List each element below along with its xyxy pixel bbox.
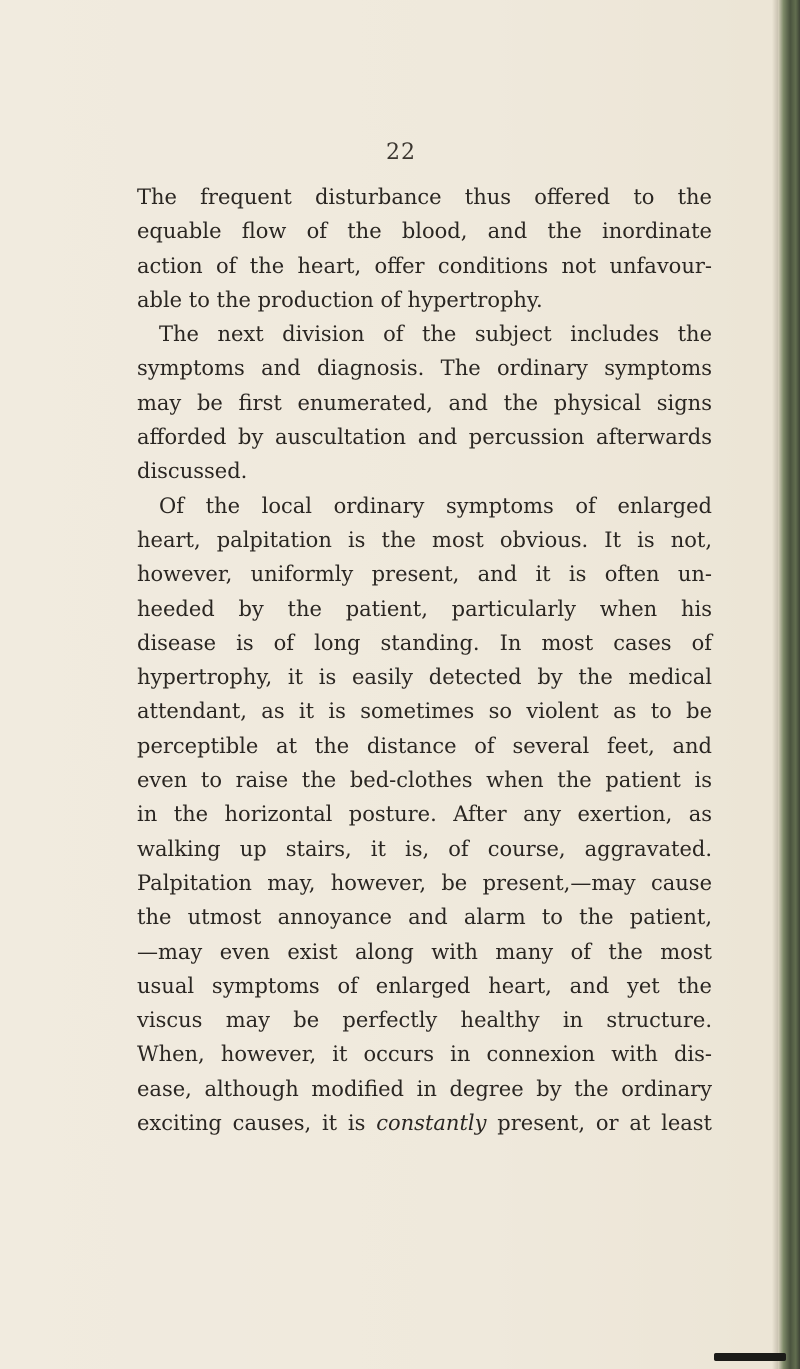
text-line: ease, although modified in degree by the ordinary [137, 1076, 712, 1101]
text-line: equable flow of the blood, and the inordinate [137, 219, 712, 244]
text-line: afforded by auscultation and percussion afterwards [137, 425, 712, 450]
text-line: walking up stairs, it is, of course, aggravated. [137, 836, 712, 861]
text-line: disease is of long standing. In most cases of [137, 630, 712, 655]
text-line: The next division of the subject includes the [159, 322, 712, 347]
text-line: When, however, it occurs in connexion with dis- [137, 1042, 712, 1067]
text-line: viscus may be perfectly healthy in structure. [137, 1008, 712, 1033]
text-line: Of the local ordinary symptoms of enlarged [159, 493, 712, 518]
text-segment: exciting causes, it is [137, 1111, 377, 1136]
text-line: perceptible at the distance of several feet, and [137, 733, 712, 758]
text-line: attendant, as it is sometimes so violent as to be [137, 699, 712, 724]
text-segment: present, or at least [486, 1111, 712, 1136]
text-line: —may even exist along with many of the most [137, 939, 712, 964]
text-line: heeded by the patient, particularly when his [137, 596, 712, 621]
text-line: discussed. [137, 459, 248, 484]
text-line: symptoms and diagnosis. The ordinary symptoms [137, 356, 712, 381]
text-line: hypertrophy, it is easily detected by the medical [137, 665, 712, 690]
text-line: however, uniformly present, and it is often un- [137, 562, 712, 587]
page-number: 22 [386, 140, 416, 165]
text-line: usual symptoms of enlarged heart, and yet the [137, 973, 712, 998]
italic-emphasis: constantly [376, 1111, 487, 1136]
text-line: even to raise the bed-clothes when the patient is [137, 768, 712, 793]
text-line: the utmost annoyance and alarm to the patient, [137, 905, 712, 930]
text-line: may be first enumerated, and the physical signs [137, 390, 712, 415]
book-binding-edge [778, 0, 800, 1369]
text-line: in the horizontal posture. After any exertion, as [137, 802, 712, 827]
text-line: able to the production of hypertrophy. [137, 287, 543, 312]
binding-ribbon-mark [714, 1353, 786, 1361]
text-line-final [137, 1106, 712, 1140]
body-text [137, 180, 712, 1140]
text-line: Palpitation may, however, be present,—may cause [137, 870, 712, 895]
text-line: The frequent disturbance thus offered to the [137, 185, 712, 209]
text-line: heart, palpitation is the most obvious. It is not, [137, 527, 712, 552]
text-line: action of the heart, offer conditions not unfavour- [137, 253, 712, 278]
